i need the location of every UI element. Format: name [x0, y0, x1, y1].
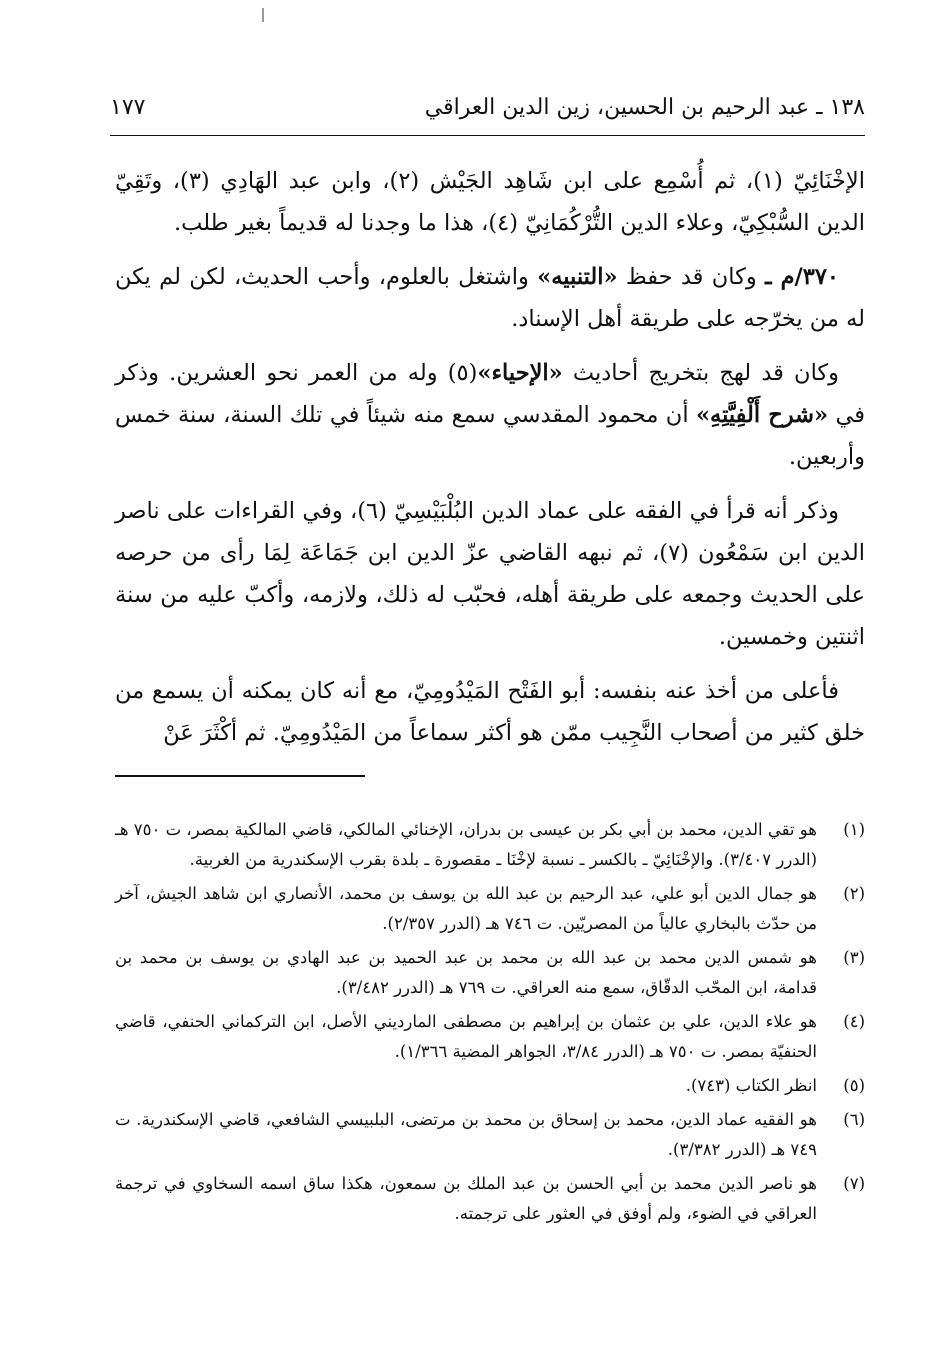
- paragraph-1: الإخْنَائِيّ (١)، ثم أُسْمِع على ابن شَاهِد الجَيْش (٢)، وابن عبد الهَادِي (٣)، وتَقِيّ الدين السُّبْكِيّ، وعلاء الدين التُّرْكُمَانِيّ (٤)، هذا ما وجدنا له قديماً بغير طلب.: [115, 168, 865, 236]
- paragraph-5: فأعلى من أخذ عنه بنفسه: أبو الفَتْح المَيْدُومِيّ، مع أنه كان يمكنه أن يسمع من خلق كثير من أصحاب النَّجِيب ممّن هو أكثر سماعاً من المَيْدُومِيّ. ثم أكْثَرَ عَنْ: [115, 678, 865, 746]
- entry-number: ٣٧٠/م ـ: [765, 264, 839, 290]
- footnote: (٤) هو علاء الدين، علي بن عثمان بن إبراهيم بن مصطفى المارديني الأصل، ابن التركماني الحنفي، قاضي الحنفيّة بمصر. ت ٧٥٠ هـ (الدرر ٣/٨٤، الجواهر المضية ١/٣٦٦).: [115, 1012, 865, 1061]
- paragraph-3: وكان قد لهج بتخريج أحاديث «الإحياء»(٥) وله من العمر نحو العشرين. وذكر في «شرح أَلْفِيَّتِهِ» أن محمود المقدسي سمع منه شيئاً في تلك السنة، سنة خمس وأربعين.: [115, 360, 865, 470]
- footnote: (٦) هو الفقيه عماد الدين، محمد بن إسحاق بن محمد بن مرتضى، البلبيسي الشافعي، قاضي الإسكندرية. ت ٧٤٩ هـ (الدرر ٣/٣٨٢).: [115, 1110, 865, 1159]
- footnote: (٧) هو ناصر الدين محمد بن أبي الحسن بن عبد الملك بن سمعون، هكذا ساق اسمه السخاوي في ترجمة العراقي في الضوء، ولم أوفق في العثور على ترجمته.: [115, 1174, 865, 1223]
- running-title: ١٣٨ ـ عبد الرحيم بن الحسين، زين الدين العراقي: [424, 94, 865, 120]
- footnotes: [115, 815, 865, 1233]
- page-header: [110, 90, 865, 124]
- header-rule: [110, 135, 865, 136]
- footnote: (٢) هو جمال الدين أبو علي، عبد الرحيم بن عبد الله بن يوسف بن محمد، الأنصاري ابن شاهد الجيش، آخر من حدّث بالبخاري عالياً من المصريّين. ت ٧٤٦ هـ (الدرر ٢/٣٥٧).: [115, 884, 865, 933]
- paragraph-2: ٣٧٠/م ـ وكان قد حفظ «التنبيه» واشتغل بالعلوم، وأحب الحديث، لكن لم يكن له من يخرّجه على طريقة أهل الإسناد.: [115, 264, 865, 332]
- footnote: (٥) انظر الكتاب (٧٤٣).: [685, 1076, 865, 1095]
- paragraph-4: وذكر أنه قرأ في الفقه على عماد الدين البُلْبَيْسِيّ (٦)، وفي القراءات على ناصر الدين ابن سَمْعُون (٧)، ثم نبهه القاضي عزّ الدين ابن جَمَاعَة لِمَا رأى من حرصه على الحديث وجمعه على طريقة أهله، فحبّب له ذلك، ولازمه، وأكبّ عليه من سنة اثنتين وخمسين.: [115, 498, 865, 650]
- footnote-separator: [115, 775, 365, 777]
- scan-mark: [262, 8, 264, 22]
- main-text: [115, 160, 865, 754]
- footnote: (١) هو تقي الدين، محمد بن أبي بكر بن عيسى بن بدران، الإخنائي المالكي، قاضي المالكية بمصر، ت ٧٥٠ هـ (الدرر ٣/٤٠٧). والإخْنَائِيّ ـ بالكسر ـ نسبة لإخْنَا ـ مقصورة ـ بلدة بقرب الإسكندرية من الغربية.: [115, 820, 865, 869]
- footnote: (٣) هو شمس الدين محمد بن عبد الله بن محمد بن عبد الحميد بن عبد الهادي بن يوسف بن محمد بن قدامة، ابن المحّب الدقّاق، سمع منه العراقي. ت ٧٦٩ هـ (الدرر ٣/٤٨٢).: [115, 948, 865, 997]
- page-number: ١٧٧: [110, 94, 146, 120]
